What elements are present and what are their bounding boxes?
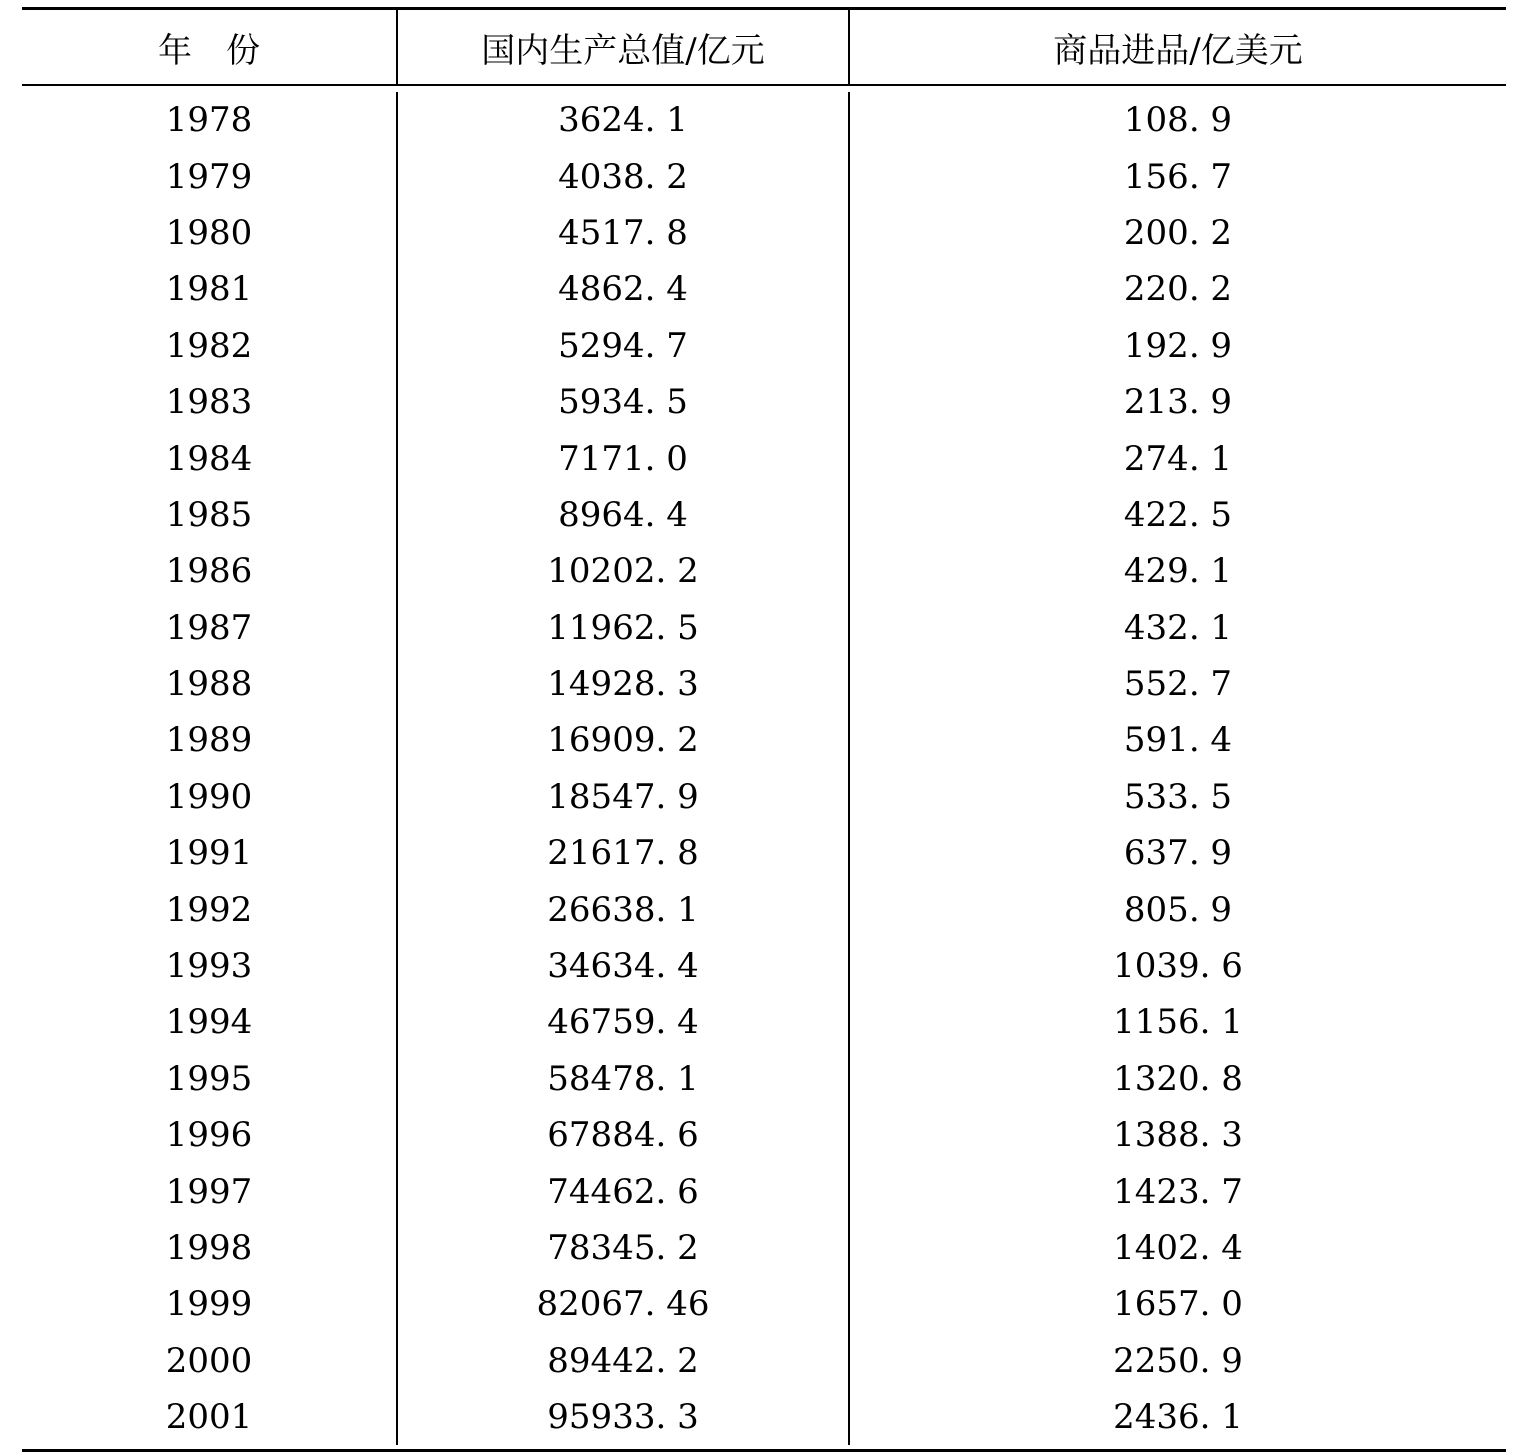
cell-year: 1984 [22,430,398,486]
cell-imports: 637. 9 [1123,833,1233,874]
cell-gdp: 89442. 2 [398,1333,850,1389]
table-row [22,938,1506,994]
cell-imports: 156. 7 [1123,156,1233,197]
cell-year: 1993 [22,938,398,994]
table-header-row [22,10,1506,86]
cell-gdp: 26638. 1 [398,881,850,937]
cell-year: 2001 [22,1389,398,1445]
cell-year: 1995 [22,1051,398,1107]
table-row [22,205,1506,261]
cell-gdp: 67884. 6 [398,1107,850,1163]
cell-year: 1997 [22,1163,398,1219]
cell-imports: 108. 9 [1123,100,1233,141]
cell-imports: 1388. 3 [1113,1115,1243,1156]
cell-year: 1981 [22,261,398,317]
header-imports: 商品进品/亿美元 [1053,30,1303,71]
cell-gdp: 3624. 1 [398,92,850,148]
table-row [22,825,1506,881]
cell-year: 1983 [22,374,398,430]
header-gdp: 国内生产总值/亿元 [398,10,850,84]
cell-year: 1988 [22,656,398,712]
cell-year: 1985 [22,487,398,543]
cell-gdp: 82067. 46 [398,1276,850,1332]
cell-imports: 2436. 1 [1113,1397,1243,1438]
cell-imports: 200. 2 [1123,212,1233,253]
cell-gdp: 14928. 3 [398,656,850,712]
cell-imports: 591. 4 [1123,720,1233,761]
cell-gdp: 21617. 8 [398,825,850,881]
cell-imports: 422. 5 [1123,494,1233,535]
cell-imports: 1156. 1 [1113,1002,1243,1043]
cell-gdp: 10202. 2 [398,543,850,599]
table-row [22,769,1506,825]
cell-year: 1982 [22,318,398,374]
cell-year: 1990 [22,769,398,825]
cell-imports: 274. 1 [1123,438,1233,479]
table-row [22,261,1506,317]
table-body [22,92,1506,1449]
cell-year: 1994 [22,994,398,1050]
table-row [22,881,1506,937]
table-row [22,374,1506,430]
cell-year: 1992 [22,881,398,937]
data-table [22,7,1506,1452]
cell-imports: 213. 9 [1123,382,1233,423]
cell-imports: 533. 5 [1123,776,1233,817]
table-row [22,1333,1506,1389]
table-row [22,1107,1506,1163]
cell-imports: 1402. 4 [1113,1228,1243,1268]
cell-gdp: 18547. 9 [398,769,850,825]
cell-gdp: 4517. 8 [398,205,850,261]
table-row [22,148,1506,204]
cell-gdp: 58478. 1 [398,1051,850,1107]
table-row [22,712,1506,768]
cell-gdp: 16909. 2 [398,712,850,768]
cell-gdp: 95933. 3 [398,1389,850,1445]
cell-gdp: 11962. 5 [398,600,850,656]
cell-gdp: 46759. 4 [398,994,850,1050]
cell-year: 1980 [22,205,398,261]
cell-gdp: 5934. 5 [398,374,850,430]
cell-imports: 1423. 7 [1113,1171,1243,1212]
cell-year: 1989 [22,712,398,768]
cell-year: 2000 [22,1333,398,1389]
cell-gdp: 34634. 4 [398,938,850,994]
table-row [22,318,1506,374]
table-row [22,600,1506,656]
cell-year: 1986 [22,543,398,599]
table-row [22,1389,1506,1445]
table-row [22,1276,1506,1332]
cell-imports: 220. 2 [1123,269,1233,310]
cell-year: 1998 [22,1220,398,1276]
cell-imports: 1039. 6 [1113,946,1243,987]
table-row [22,543,1506,599]
cell-gdp: 78345. 2 [398,1220,850,1276]
cell-gdp: 74462. 6 [398,1163,850,1219]
table-row [22,1051,1506,1107]
cell-imports: 1320. 8 [1113,1058,1243,1099]
cell-year: 1999 [22,1276,398,1332]
table-row [22,656,1506,712]
cell-gdp: 7171. 0 [398,430,850,486]
table-row [22,1163,1506,1219]
cell-imports: 432. 1 [1123,607,1233,648]
cell-imports: 1657. 0 [1113,1284,1243,1325]
cell-gdp: 4038. 2 [398,148,850,204]
table-row [22,1220,1506,1276]
cell-imports: 805. 9 [1123,889,1233,930]
table-row [22,92,1506,148]
cell-imports: 429. 1 [1123,551,1233,592]
cell-year: 1978 [22,92,398,148]
header-year: 年 份 [22,10,398,84]
cell-imports: 192. 9 [1123,325,1233,366]
cell-imports: 2250. 9 [1113,1340,1243,1381]
cell-year: 1991 [22,825,398,881]
cell-imports: 552. 7 [1123,664,1233,705]
table-row [22,994,1506,1050]
table-row [22,487,1506,543]
cell-year: 1979 [22,148,398,204]
table-row [22,430,1506,486]
cell-gdp: 8964. 4 [398,487,850,543]
cell-gdp: 5294. 7 [398,318,850,374]
cell-year: 1987 [22,600,398,656]
cell-gdp: 4862. 4 [398,261,850,317]
cell-year: 1996 [22,1107,398,1163]
